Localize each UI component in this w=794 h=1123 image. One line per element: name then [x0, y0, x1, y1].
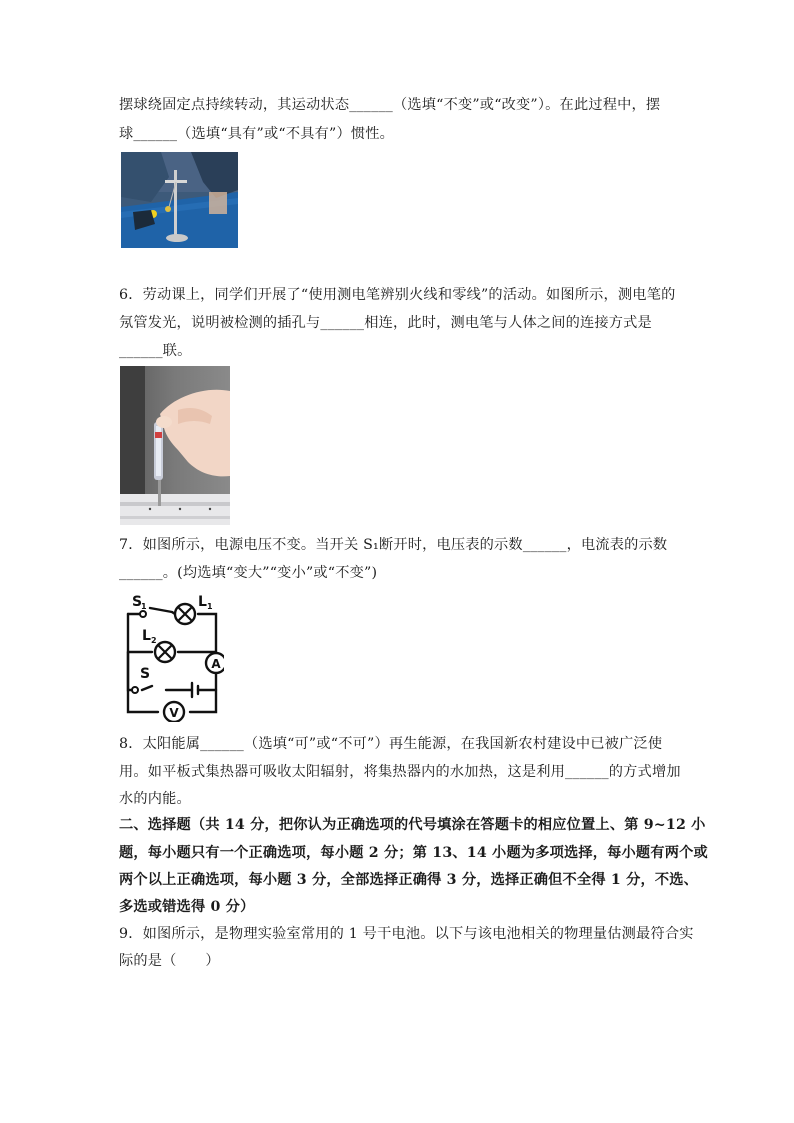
q8-line-3: 水的内能。: [119, 791, 191, 807]
q6-line-1: 6．劳动课上，同学们开展了“使用测电笔辨别火线和零线”的活动。如图所示，测电笔的: [119, 287, 676, 303]
lamp-l2: [142, 628, 175, 662]
lamp-l1-subscript: 1: [207, 602, 213, 611]
q6-line-2: 氖管发光，说明被检测的插孔与______相连，此时，测电笔与人体之间的连接方式是: [119, 315, 652, 331]
lamp-l1-label: L: [198, 594, 207, 610]
test-pen-photo: [120, 366, 230, 525]
ammeter-label: A: [211, 657, 221, 671]
q7-line-2: ______。(均选填“变大”“变小”或“不变”): [119, 565, 378, 581]
switch-s1-label: S: [132, 594, 143, 610]
q5-line-2: 球______（选填“具有”或“不具有”）惯性。: [119, 126, 395, 142]
switch-s-label: S: [140, 666, 151, 682]
voltmeter-label: V: [169, 706, 179, 720]
circuit-diagram: [118, 592, 224, 722]
switch-s1-subscript: 1: [141, 602, 147, 611]
q8-line-1: 8．太阳能属______（选填“可”或“不可”）再生能源，在我国新农村建设中已被广泛使: [119, 736, 663, 752]
q7-line-1: 7．如图所示，电源电压不变。当开关 S₁断开时，电压表的示数______，电流表的示数: [119, 537, 668, 553]
q8-line-2: 用。如平板式集热器可吸收太阳辐射，将集热器内的水加热，这是利用______的方式增加: [119, 764, 681, 780]
q6-line-3: ______联。: [119, 343, 192, 359]
section-2-heading-line-2: 题，每小题只有一个正确选项，每小题 2 分；第 13、14 小题为多项选择，每小题有两个或: [119, 845, 708, 861]
q5-line-1: 摆球绕固定点持续转动，其运动状态______（选填“不变”或“改变”）。在此过程中，摆: [119, 97, 661, 113]
section-2-heading-line-3: 两个以上正确选项，每小题 3 分，全部选择正确得 3 分，选择正确但不全得 1 分，不选、: [119, 872, 699, 888]
pendulum-photo: [121, 152, 238, 248]
lamp-l2-subscript: 2: [151, 636, 157, 645]
section-2-heading-line-1: 二、选择题（共 14 分，把你认为正确选项的代号填涂在答题卡的相应位置上、第 9~12 小: [119, 817, 706, 833]
q9-line-2: 际的是（ ）: [119, 953, 220, 969]
section-2-heading-line-4: 多选或错选得 0 分）: [119, 899, 255, 915]
lamp-l1: [172, 594, 213, 624]
lamp-l2-label: L: [142, 628, 151, 644]
q9-line-1: 9．如图所示，是物理实验室常用的 1 号干电池。以下与该电池相关的物理量估测最符合实: [119, 926, 694, 942]
ammeter: [206, 653, 224, 673]
voltmeter: [164, 702, 184, 722]
